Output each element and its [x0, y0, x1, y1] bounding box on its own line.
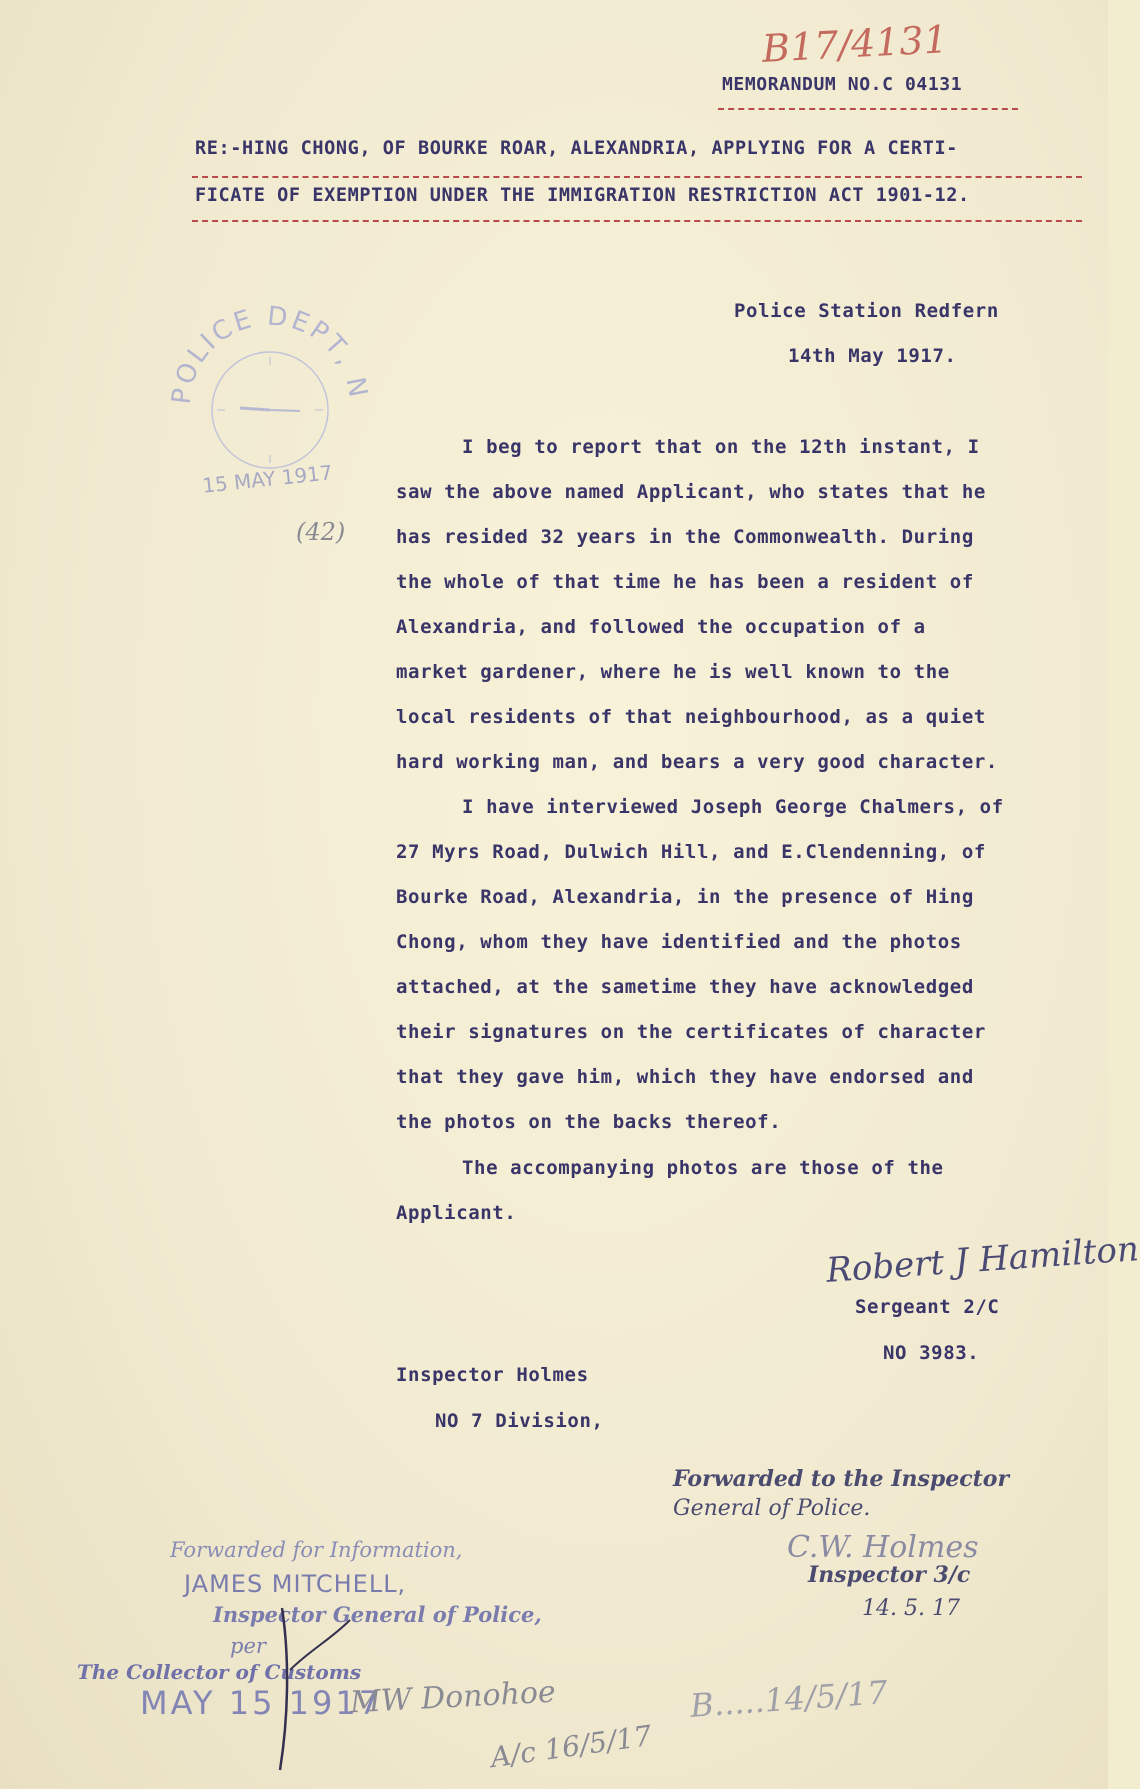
forwarded-note-2: General of Police. — [673, 1496, 871, 1521]
body-line: I have interviewed Joseph George Chalmers, of — [462, 796, 1004, 818]
bottom-signature-donohoe: MW Donohoe — [349, 1674, 557, 1721]
body-line: Alexandria, and followed the occupation of a — [396, 616, 926, 638]
customs-stamp-date: MAY 15 1917 — [140, 1684, 383, 1722]
body-line: has resided 32 years in the Commonwealth. During — [396, 526, 974, 548]
body-line: Bourke Road, Alexandria, in the presence of Hing — [396, 886, 974, 908]
body-line: that they gave him, which they have endorsed and — [396, 1066, 974, 1088]
mitchell-stamp-line-4: per — [230, 1634, 266, 1658]
sergeant-signature: Robert J Hamilton — [824, 1229, 1140, 1291]
inspector-date: 14. 5. 17 — [862, 1596, 960, 1621]
file-reference: B17/4131 — [760, 17, 949, 71]
body-line: saw the above named Applicant, who states that he — [396, 481, 986, 503]
body-line: their signatures on the certificates of character — [396, 1021, 986, 1043]
body-line: the photos on the backs thereof. — [396, 1111, 782, 1133]
memo-number: MEMORANDUM NO.C 04131 — [722, 74, 963, 95]
body-line: attached, at the sametime they have acknowledged — [396, 976, 974, 998]
subject-underline-1 — [192, 176, 1082, 178]
body-line: 27 Myrs Road, Dulwich Hill, and E.Clendenning, of — [396, 841, 986, 863]
body-line: The accompanying photos are those of the — [462, 1157, 944, 1179]
police-received-stamp — [160, 295, 380, 525]
body-line: Applicant. — [396, 1202, 517, 1224]
bottom-signature-2: B.....14/5/17 — [688, 1673, 889, 1725]
mitchell-stamp-line-1: Forwarded for Information, — [170, 1538, 463, 1562]
svg-text:POLICE DEPT, N.S. — [160, 295, 373, 406]
report-date: 14th May 1917. — [788, 345, 957, 367]
body-line: hard working man, and bears a very good character. — [396, 751, 998, 773]
forwarded-note-1: Forwarded to the Inspector — [673, 1466, 1010, 1492]
body-line: local residents of that neighbourhood, as a quiet — [396, 706, 986, 728]
pen-stroke — [270, 1600, 360, 1780]
addressee-division: NO 7 Division, — [435, 1410, 604, 1432]
bottom-initials: A/c 16/5/17 — [488, 1718, 654, 1775]
customs-stamp-line-1: The Collector of Customs — [77, 1660, 362, 1684]
mitchell-stamp-line-3: Inspector General of Police, — [213, 1602, 542, 1627]
memo-underline — [718, 108, 1018, 110]
inspector-signature: C.W. Holmes — [787, 1530, 979, 1565]
body-line: Chong, whom they have identified and the photos — [396, 931, 962, 953]
folio-number: (42) — [296, 518, 346, 546]
sergeant-rank: Sergeant 2/C — [855, 1296, 1000, 1318]
sergeant-number: NO 3983. — [883, 1342, 980, 1364]
subject-line-2: FICATE OF EXEMPTION UNDER THE IMMIGRATION RESTRICTION ACT 1901-12. — [195, 185, 970, 206]
body-line: I beg to report that on the 12th instant, I — [462, 436, 980, 458]
body-line: market gardener, where he is well known to the — [396, 661, 950, 683]
inspector-title: Inspector 3/c — [808, 1562, 971, 1588]
station-name: Police Station Redfern — [734, 300, 999, 322]
stamp-ring-text: POLICE DEPT, N — [166, 301, 374, 406]
subject-underline-2 — [192, 220, 1082, 222]
mitchell-stamp-line-2: JAMES MITCHELL, — [184, 1570, 407, 1598]
subject-line-1: RE:-HING CHONG, OF BOURKE ROAR, ALEXANDRIA, APPLYING FOR A CERTI- — [195, 138, 958, 159]
police-stamp-date: 15 MAY 1917 — [201, 460, 334, 498]
addressee-name: Inspector Holmes — [396, 1364, 589, 1386]
body-line: the whole of that time he has been a resident of — [396, 571, 974, 593]
